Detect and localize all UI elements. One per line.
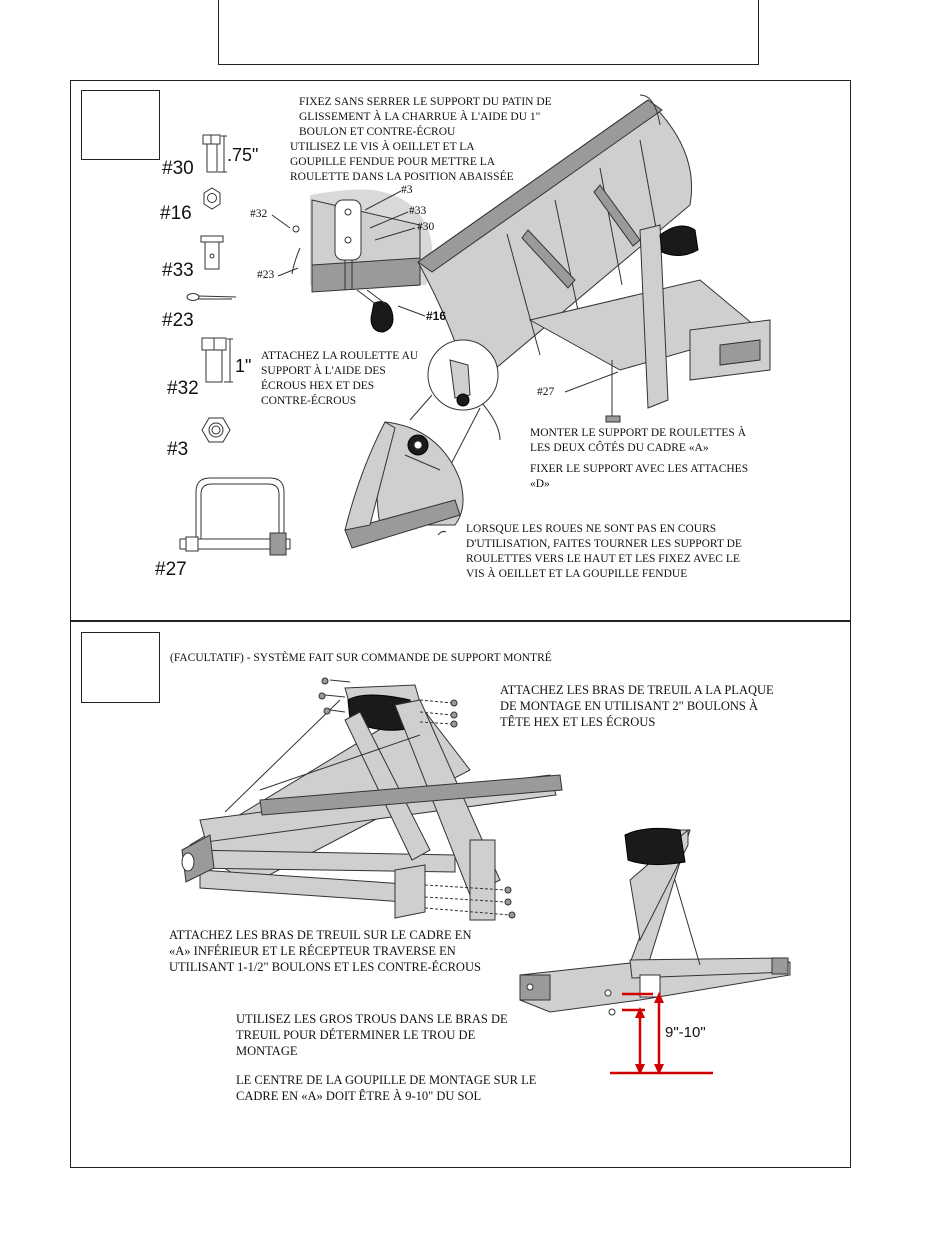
callout-23: #23 bbox=[257, 269, 275, 281]
note-mount-bracket: MONTER LE SUPPORT DE ROULETTES À LES DEUX CÔTÉS DU CADRE «A» bbox=[530, 427, 747, 454]
note-arms-frame: ATTACHEZ LES BRAS DE TREUIL SUR LE CADRE EN «A» INFÉRIEUR ET LE RÉCEPTEUR TRAVERSE EN UTILISANT 1-1/2" BOULONS ET LES CONTRE-ÉCROUS bbox=[169, 928, 481, 974]
step2-title: (FACULTATIF) - SYSTÈME FAIT SUR COMMANDE DE SUPPORT MONTRÉ bbox=[170, 652, 552, 664]
winch-arm-assembly bbox=[182, 678, 562, 920]
part-label-33: #33 bbox=[162, 260, 194, 281]
side-view-frame bbox=[520, 828, 790, 1015]
part-label-27: #27 bbox=[155, 559, 187, 580]
note-large-holes: UTILISEZ LES GROS TROUS DANS LE BRAS DE TREUIL POUR DÉTERMINER LE TROU DE MONTAGE bbox=[236, 1012, 508, 1058]
callout-33: #33 bbox=[409, 205, 427, 217]
callout-3: #3 bbox=[401, 184, 413, 196]
note-pin-center: LE CENTRE DE LA GOUPILLE DE MONTAGE SUR LE CADRE EN «A» DOIT ÊTRE À 9-10" DU SOL bbox=[236, 1073, 537, 1103]
part-label-32: #32 bbox=[167, 378, 199, 399]
part-label-23: #23 bbox=[162, 310, 194, 331]
note-eyebolt: UTILISEZ LE VIS À OEILLET ET LA GOUPILLE FENDUE POUR METTRE LA ROULETTE DANS LA POSITION ABAISSÉE bbox=[290, 141, 514, 183]
part-label-3: #3 bbox=[167, 439, 189, 460]
callout-32: #32 bbox=[250, 208, 268, 220]
callout-27: #27 bbox=[537, 386, 555, 398]
note-fix-bracket: FIXER LE SUPPORT AVEC LES ATTACHES «D» bbox=[530, 463, 749, 490]
part-dim-32: 1" bbox=[235, 356, 252, 376]
note-unused-wheels: LORSQUE LES ROUES NE SONT PAS EN COURS D'UTILISATION, FAITES TOURNER LES SUPPORT DE ROULETTES VERS LE HAUT ET LES FIXEZ AVEC LE VIS À OEILLET ET LA GOUPILLE FENDUE bbox=[466, 523, 742, 580]
callout-30: #30 bbox=[417, 221, 435, 233]
callout-16: #16 bbox=[426, 309, 447, 323]
note-skid-bracket: FIXEZ SANS SERRER LE SUPPORT DU PATIN DE GLISSEMENT À LA CHARRUE À L'AIDE DU 1" BOULON ET CONTRE-ÉCROU bbox=[299, 96, 552, 138]
note-attach-caster: ATTACHEZ LA ROULETTE AU SUPPORT À L'AIDE DES ÉCROUS HEX ET DES CONTRE-ÉCROUS bbox=[261, 350, 419, 407]
part-dim-30: .75" bbox=[227, 145, 259, 165]
note-arms-plate: ATTACHEZ LES BRAS DE TREUIL A LA PLAQUE DE MONTAGE EN UTILISANT 2" BOULONS À TÊTE HEX ET LES ÉCROUS bbox=[500, 683, 774, 729]
height-dimension-label: 9"-10" bbox=[665, 1024, 706, 1041]
part-label-16: #16 bbox=[160, 203, 192, 224]
part-label-30: #30 bbox=[162, 158, 194, 179]
